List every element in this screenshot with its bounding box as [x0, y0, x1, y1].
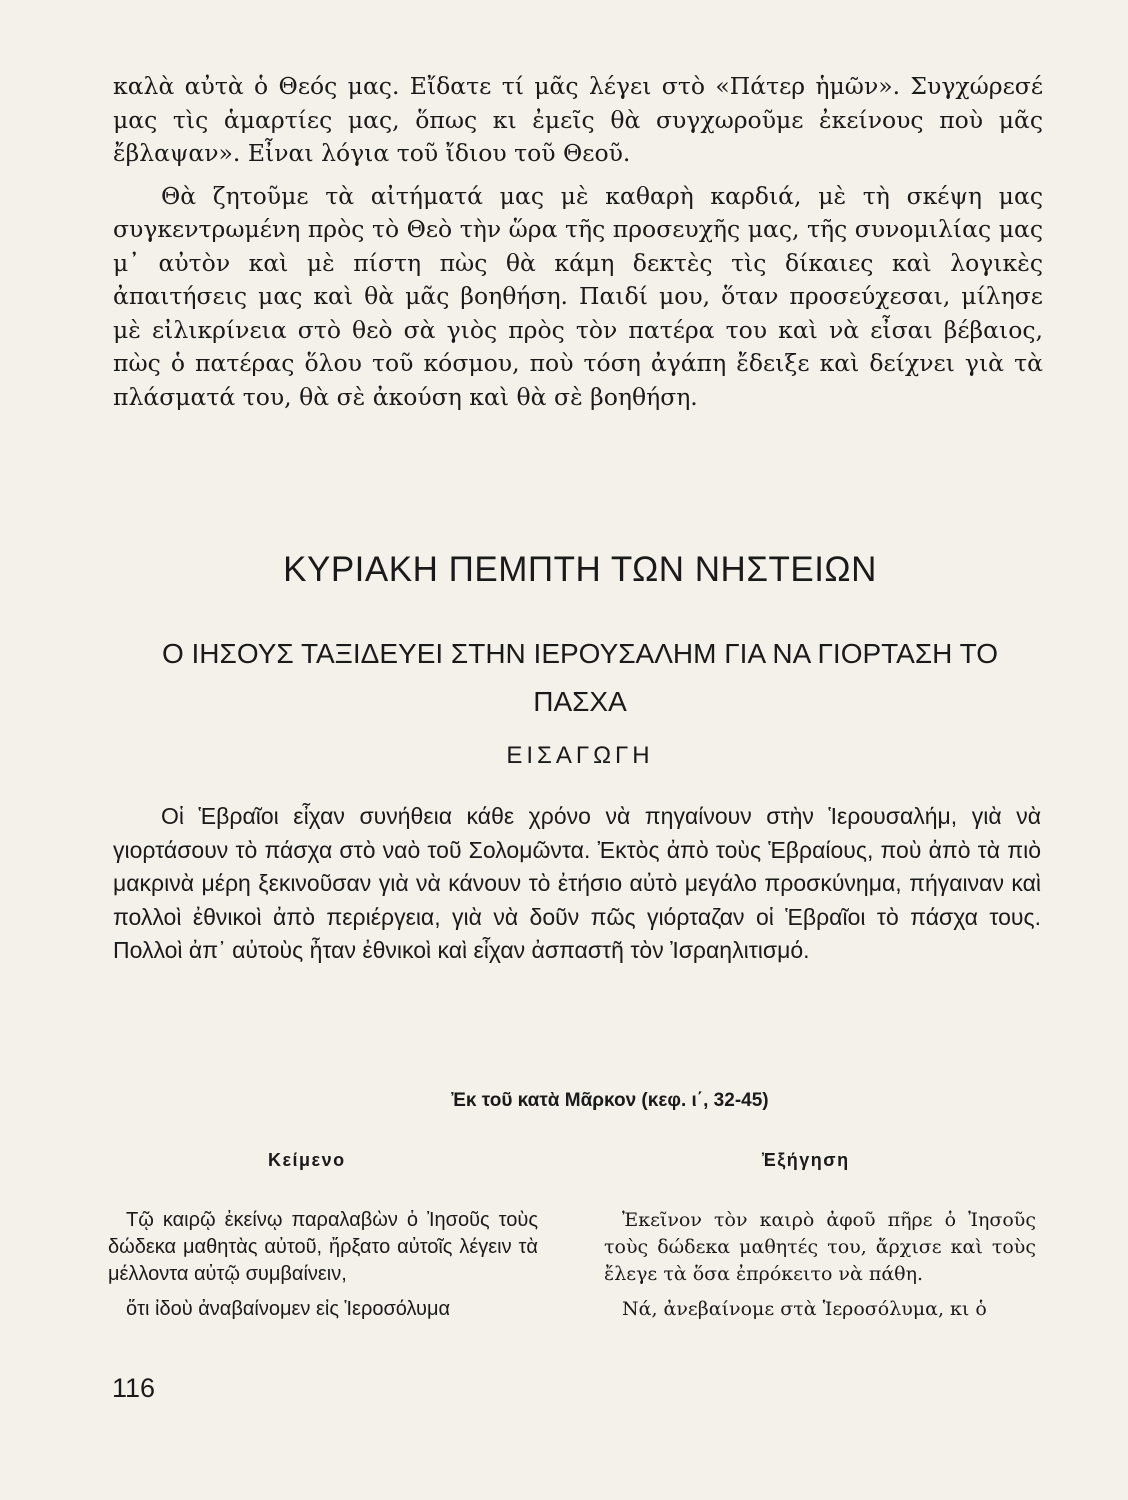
explanation-column-heading: Ἐξήγηση — [762, 1150, 850, 1170]
chapter-subtitle: Ο ΙΗΣΟΥΣ ΤΑΞΙΔΕΥΕΙ ΣΤΗΝ ΙΕΡΟΥΣΑΛΗΜ ΓΙΑ ΝΑ ΓΙΟΡΤΑΣΗ ΤΟ ΠΑΣΧΑ — [161, 638, 999, 717]
introduction-heading: ΕΙΣΑΓΩΓΗ — [506, 742, 654, 769]
original-text-column — [108, 1207, 538, 1323]
text-column-heading: Κείμενο — [268, 1150, 346, 1170]
introduction-text — [113, 800, 1041, 968]
introduction-paragraph: Οἱ Ἑβραῖοι εἶχαν συνήθεια κάθε χρόνο νὰ πηγαίνουν στὴν Ἱερουσαλήμ, γιὰ νὰ γιορτάσουν τὸ πάσχα στὸ ναὸ τοῦ Σολομῶντα. Ἐκτὸς ἀπὸ τοὺς Ἑβραίους, ποὺ ἀπὸ τὰ πιὸ μακρινὰ μέρη ξεκινοῦσαν γιὰ νὰ κάνουν τὸ ἐτήσιο αὐτὸ μεγάλο προσκύνημα, πήγαιναν καὶ πολλοὶ ἐθνικοὶ ἀπὸ περιέργεια, γιὰ νὰ δοῦν πῶς γιόρταζαν οἱ Ἑβραῖοι τὸ πάσχα τους. Πολλοὶ ἀπ᾽ αὐτοὺς ἦταν ἐθνικοὶ καὶ εἶχαν ἀσπαστῆ τὸν Ἰσραηλιτισμό. — [113, 803, 1041, 963]
chapter-title: ΚΥΡΙΑΚΗ ΠΕΜΠΤΗ ΤΩΝ ΝΗΣΤΕΙΩΝ — [283, 550, 877, 589]
explanation-column — [604, 1207, 1036, 1323]
intro-paragraph-2: Θὰ ζητοῦμε τὰ αἰτήματά μας μὲ καθαρὴ καρδιά, μὲ τὴ σκέψη μας συγκεντρωμένη πρὸς τὸ Θεὸ τὴν ὥρα τῆς προσευχῆς μας, τῆς συνομιλίας μας μ᾽ αὐτὸν καὶ μὲ πίστη πὼς θὰ κάμη δεκτὲς τὶς δίκαιες καὶ λογικὲς ἀπαιτήσεις μας καὶ θὰ μᾶς βοηθήση. Παιδί μου, ὅταν προσεύχεσαι, μίλησε μὲ εἰλικρίνεια στὸ θεὸ σὰ γιὸς πρὸς τὸν πατέρα του καὶ νὰ εἶσαι βέβαιος, πὼς ὁ πατέρας ὅλου τοῦ κόσμου, ποὺ τόση ἀγάπη ἔδειξε καὶ δείχνει γιὰ τὰ πλάσματά του, θὰ σὲ ἀκούση καὶ θὰ σὲ βοηθήση. — [113, 181, 1043, 411]
explanation-paragraph: Ἐκεῖνον τὸν καιρὸ ἀφοῦ πῆρε ὁ Ἰησοῦς τοὺς δώδεκα μαθητές του, ἄρχισε καὶ τοὺς ἔλεγε τὰ ὅσα ἐπρόκειτο νὰ πάθη. — [604, 1209, 1036, 1285]
page-number: 116 — [112, 1373, 156, 1403]
scripture-reference: Ἐκ τοῦ κατὰ Μᾶρκον (κεφ. ι΄, 32-45) — [451, 1090, 769, 1111]
explanation-paragraph: Νά, ἀνεβαίνομε στὰ Ἱεροσόλυμα, κι ὁ — [622, 1298, 987, 1320]
original-text-paragraph: Τῷ καιρῷ ἐκείνῳ παραλαβὼν ὁ Ἰησοῦς τοὺς δώδεκα μαθητὰς αὐτοῦ, ἤρξατο αὐτοῖς λέγειν τὰ μέλλοντα αὐτῷ συμβαίνειν, — [108, 1209, 538, 1285]
intro-text — [113, 70, 1043, 414]
intro-paragraph-1: καλὰ αὐτὰ ὁ Θεός μας. Εἴδατε τί μᾶς λέγει στὸ «Πάτερ ἡμῶν». Συγχώρεσέ μας τὶς ἁμαρτίες μας, ὅπως κι ἐμεῖς θὰ συγχωροῦμε ἐκείνους ποὺ μᾶς ἔβλαψαν». Εἶναι λόγια τοῦ ἴδιου τοῦ Θεοῦ. — [113, 72, 1043, 167]
original-text-paragraph: ὅτι ἰδοὺ ἀναβαίνομεν εἰς Ἱεροσόλυμα — [126, 1298, 451, 1320]
